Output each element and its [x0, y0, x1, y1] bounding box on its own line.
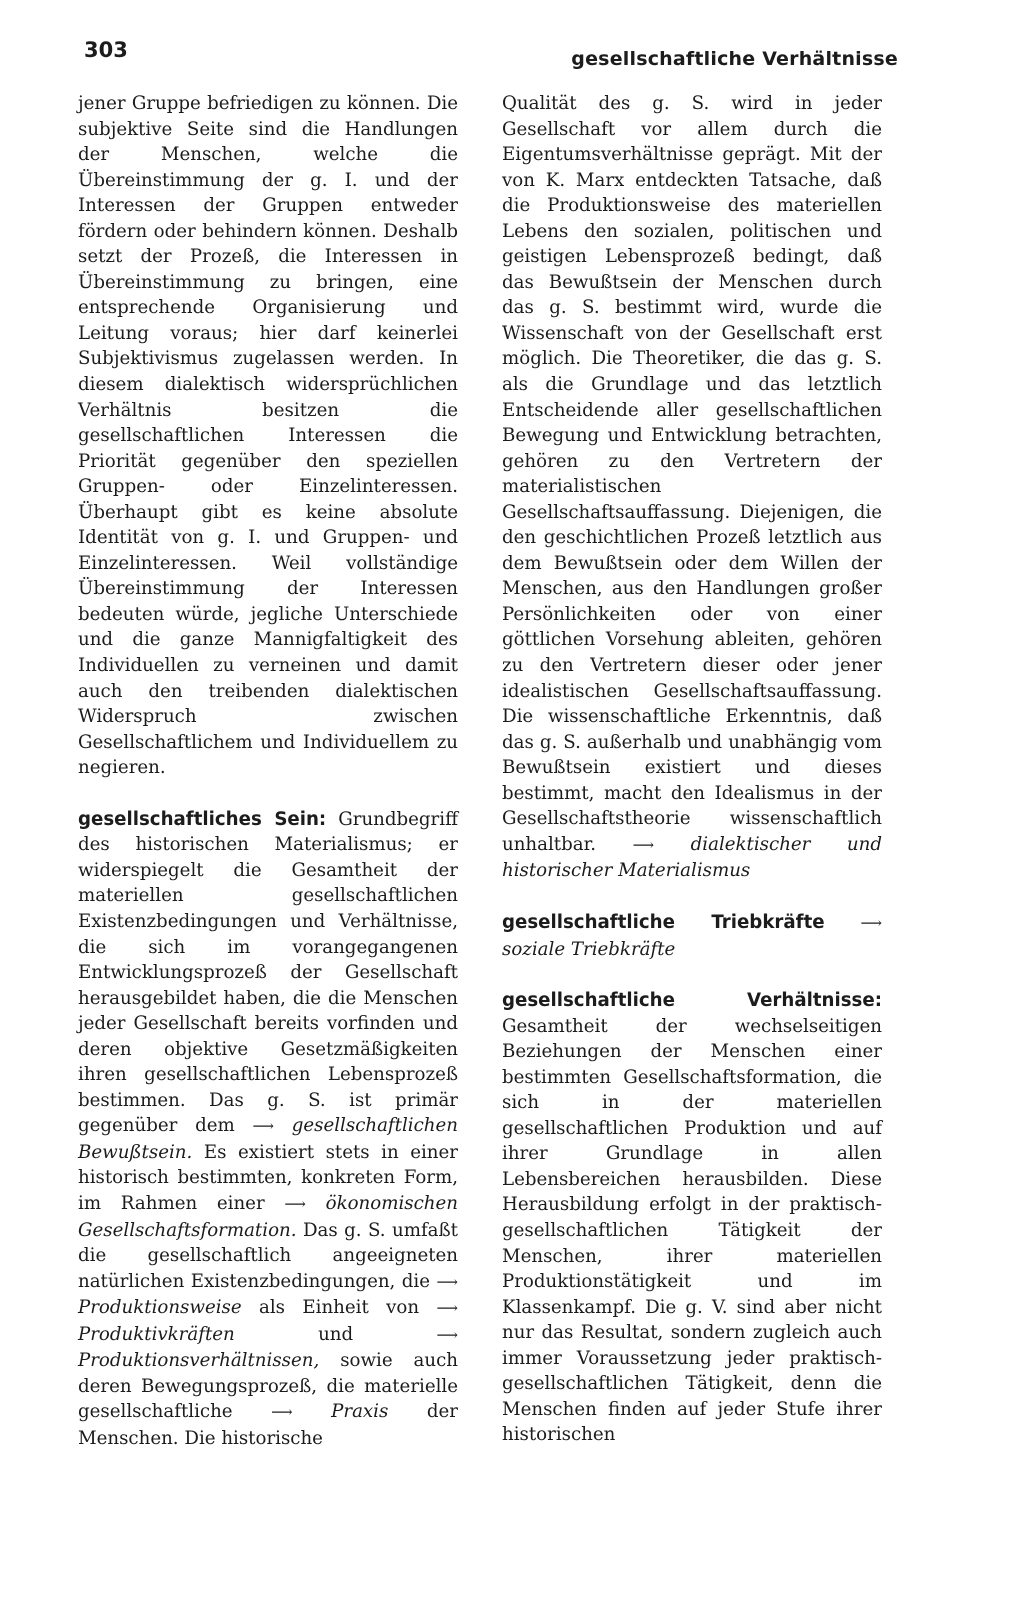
cross-reference-link[interactable]: Produktionsweise — [78, 1297, 242, 1319]
entry-text: als Einheit von — [259, 1297, 420, 1319]
running-head: gesellschaftliche Verhältnisse — [571, 48, 898, 70]
entry-gesellschaftliches-sein — [78, 807, 458, 1452]
continuation-paragraph — [502, 91, 882, 884]
continuation-paragraph: jener Gruppe befriedigen zu können. Die subjektive Seite sind die Handlungen der Menschen, welche die Übereinstimmung der g. I. und der Interessen der Gruppen entweder fördern oder behindern können. Deshalb setzt der Prozeß, die Interessen in Übereinstimmung zu bringen, eine entsprechende Organisierung und Leitung voraus; hier darf keinerlei Subjektivismus zugelassen werden. In diesem dialektisch widersprüchlichen Verhältnis besitzen die gesellschaftlichen Interessen die Priorität gegenüber den speziellen Gruppen- oder Einzelinteressen. Überhaupt gibt es keine absolute Identität von g. I. und Gruppen- und Einzelinteressen. Weil vollständige Übereinstimmung der Interessen bedeuten würde, jegliche Unterschiede und die ganze Mannigfaltigkeit des Individuellen zu verneinen und damit auch den treibenden dialektischen Widerspruch zwischen Gesellschaftlichem und Individuellem zu negieren. — [78, 93, 458, 779]
entry-gesellschaftliche-triebkraefte — [502, 910, 882, 962]
entry-text: Gesamtheit der wechselseitigen Beziehungen der Menschen einer bestimmten Gesellschaftsformation, die sich in der materiellen gesellschaftlichen Produktion und auf ihrer Grundlage in allen Lebensbereichen herausbilden. Diese Herausbildung erfolgt in der praktisch-gesellschaftlichen Tätigkeit der Menschen, ihrer materiellen Produktionstätigkeit und im Klassenkampf. Die g. V. sind aber nicht nur das Resultat, sondern zugleich auch immer Voraussetzung jeder praktisch-gesellschaftlichen Tätigkeit, denn die Menschen finden auf jeder Stufe ihrer historischen — [502, 1015, 882, 1446]
cross-reference-link[interactable]: dialektischer und historischer Materialismus — [502, 833, 882, 882]
cross-reference-link[interactable]: Produktivkräften — [78, 1323, 235, 1345]
entry-gesellschaftliche-verhaeltnisse — [502, 988, 882, 1448]
page-number: 303 — [84, 38, 128, 62]
arrow-right-icon: ⟶ — [252, 1117, 274, 1136]
headword-gesellschaftliche-verhaeltnisse: gesellschaftliche Verhältnisse: — [502, 990, 882, 1012]
cross-reference-link[interactable]: Produktionsverhältnissen, — [78, 1350, 320, 1372]
arrow-right-icon: ⟶ — [436, 1299, 458, 1318]
entry-text: Es existiert stets in einer historisch bestimmten, konkreten Form, im Rahmen einer — [78, 1141, 458, 1214]
arrow-right-icon: ⟶ — [271, 1403, 293, 1422]
arrow-right-icon: ⟶ — [284, 1194, 306, 1213]
headword-gesellschaftliches-sein: gesellschaftliches Sein: — [78, 808, 327, 830]
entry-text: Das g. S. umfaßt die gesellschaftlich angeeigneten natürlichen Existenzbedingungen, die — [78, 1219, 458, 1292]
arrow-right-icon: ⟶ — [632, 835, 655, 854]
entry-text: Grundbegriff des historischen Materialismus; er widerspiegelt die Gesamtheit der materiellen gesellschaftlichen Existenzbedingungen und Verhältnisse, die sich im vorangegangenen Entwicklungsprozeß der Gesellschaft herausgebildet haben, die die Menschen jeder Gesellschaft bereits vorfinden und deren objektive Gesetzmäßigkeiten ihren gesellschaftlichen Lebensprozeß bestimmen. Das g. S. ist primär gegenüber dem — [78, 808, 458, 1137]
cross-reference-link[interactable]: ökonomischen Gesellschaftsformation. — [78, 1192, 458, 1241]
entry-text: sowie auch deren Bewegungsprozeß, die materielle gesellschaftliche — [78, 1350, 458, 1423]
entry-text: der Menschen. Die historische — [78, 1401, 458, 1449]
cross-reference-link[interactable]: soziale Triebkräfte — [502, 938, 676, 960]
left-column — [78, 91, 458, 1451]
cross-reference-link[interactable]: gesellschaftlichen Bewußtsein. — [78, 1115, 458, 1163]
arrow-right-icon: ⟶ — [436, 1272, 458, 1291]
right-column — [502, 91, 882, 1448]
headword-gesellschaftliche-triebkraefte: gesellschaftliche Triebkräfte — [502, 911, 825, 933]
entry-text: und — [318, 1323, 354, 1345]
arrow-right-icon: ⟶ — [436, 1325, 458, 1344]
continuation-text: Qualität des g. S. wird in jeder Gesellschaft vor allem durch die Eigentumsverhältnisse geprägt. Mit der von K. Marx entdeckten Tatsache, daß die Produktionsweise des materiellen Lebens den sozialen, politischen und geistigen Lebensprozeß bedingt, daß das Bewußtsein der Menschen durch das g. S. bestimmt wird, wurde die Wissenschaft von der Gesellschaft erst möglich. Die Theoretiker, die das g. S. als die Grundlage und das letztlich Entscheidende aller gesellschaftlichen Bewegung und Entwicklung betrachten, gehören zu den Vertretern der materialistischen Gesellschaftsauffassung. Diejenigen, die den geschichtlichen Prozeß letztlich aus dem Bewußtsein oder dem Willen der Menschen, aus den Handlungen großer Persönlichkeiten oder von einer göttlichen Vorsehung ableiten, gehören zu den Vertretern dieser oder jener idealistischen Gesellschaftsauffassung. Die wissenschaftliche Erkenntnis, daß das g. S. außerhalb und unabhängig vom Bewußtsein existiert und dieses bestimmt, macht den Idealismus in der Gesellschaftstheorie wissenschaftlich unhaltbar. — [502, 93, 882, 855]
cross-reference-link[interactable]: Praxis — [331, 1401, 389, 1423]
arrow-right-icon: ⟶ — [860, 913, 882, 932]
